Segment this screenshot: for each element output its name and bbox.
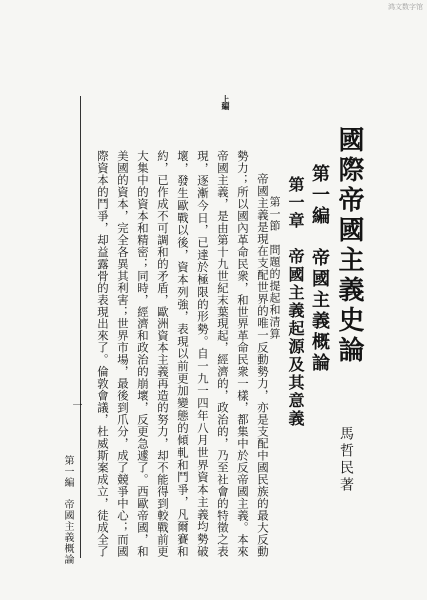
margin-rule [80, 96, 81, 558]
body-paragraph: 帝國主義是現在支配世界的唯一反動勢力，亦是支配中國民族的最大反動勢力；所以國內革命民衆，和世界革命民衆一樣，都集中於反帝國主義。本來帝國主義，是由第十九世紀末葉現起，經濟的，政治的，乃至社會的特徵之表現，逐漸今日，已達於極限的形勢。自一九一四年八月世界資本主義均勢破壞，發生歐戰以後，資本列強，表現以前更加變態的傾軋和鬥爭，凡爾賽和約，已作成不可調和的矛盾，歐洲資本主義再造的努力，却不能得到較戰前更大集中的資本和精密；同時，經濟和政治的崩壞，反更急遽了。西歐帝國，和美國的資本，完全各異其利害；世界市場，最後到爪分，成了競爭中心；而國際資本的鬥爭，却益露骨的表現出來了。倫敦會議，杜威斯案成立，徒成全了 [96, 150, 270, 557]
part-heading: 第一編 帝國主義概論 [309, 164, 330, 374]
watermark: 鸿文数字馆 [388, 3, 423, 11]
page-stamp: 上編 [221, 95, 231, 109]
body-text [93, 150, 273, 557]
author-name: 馬哲民著 [338, 426, 354, 494]
page-number: 一 [70, 400, 81, 410]
book-title: 國際帝國主義史論 [334, 126, 364, 366]
chapter-heading: 第一章 帝國主義起源及其意義 [286, 176, 305, 428]
section-heading: 第一節 問題的提起和清算 [268, 196, 281, 340]
running-footer: 第一編 帝國主義概論 [62, 455, 73, 565]
